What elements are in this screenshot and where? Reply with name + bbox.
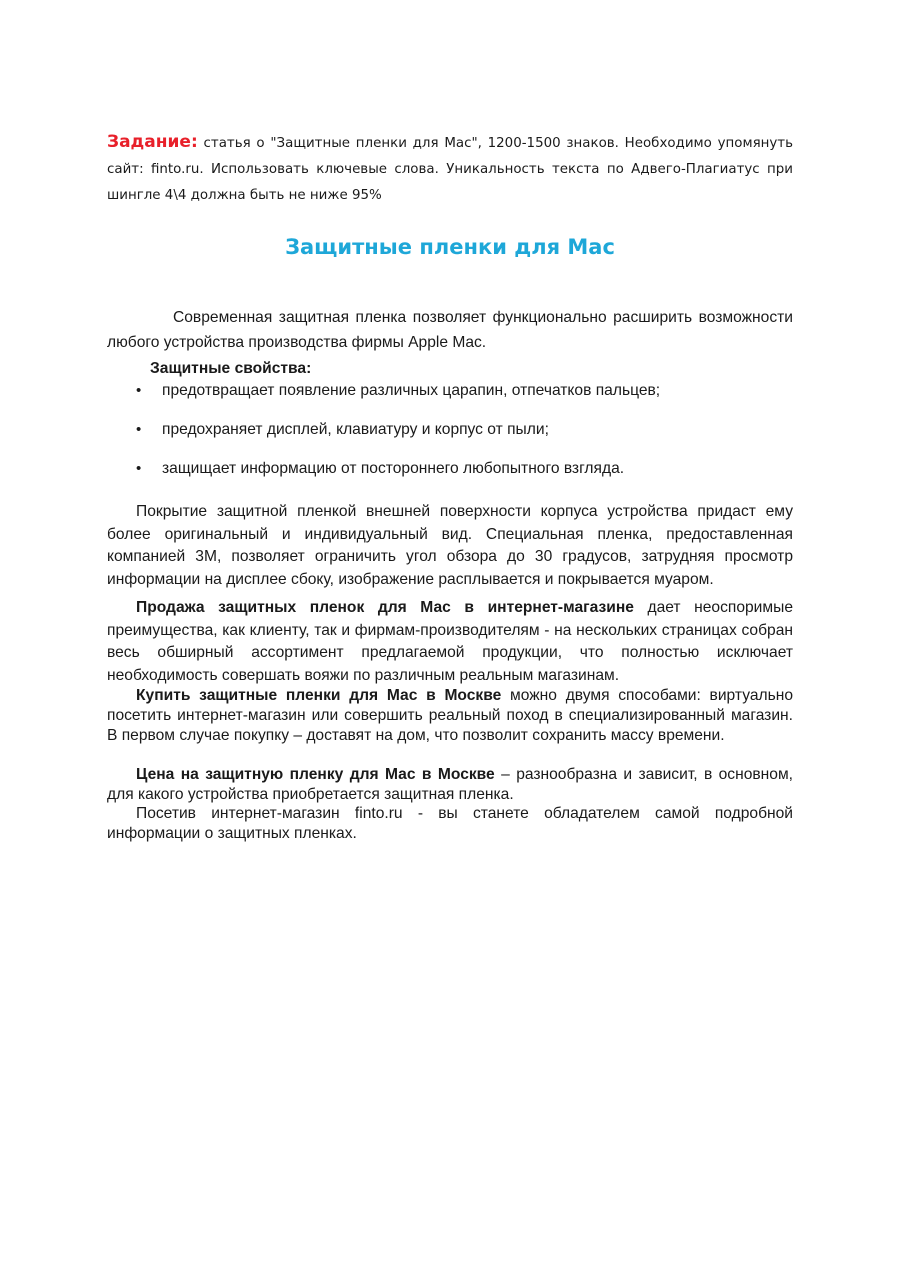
bullet-icon: • [136, 421, 142, 438]
task-label: Задание: [107, 132, 198, 153]
paragraph-text: – разнообразна и зависит, в основном, для какого устройства приобретается защитная пленка. [107, 766, 794, 803]
paragraph-text: можно двумя способами: виртуально посетить интернет-магазин или совершить реальный поход в специализированный магазин. В первом случае покупку – доставят на дом, что позволит сохранить массу времени. [107, 687, 794, 744]
task-description [107, 129, 793, 209]
paragraph-price-moscow [107, 765, 793, 805]
list-item [107, 456, 793, 495]
keyword-bold: Продажа защитных пленок для Мас в интернет-магазине [136, 599, 634, 616]
properties-heading: Защитные свойства: [150, 360, 312, 377]
task-text: статья о "Защитные пленки для Мас", 1200-1500 знаков. Необходимо упомянуть сайт: finto.ru. Использовать ключевые слова. Уникальность текста по Адвего-Плагиатус при шингле 4\4 должна быть не ниже 95% [107, 136, 793, 204]
keyword-bold: Купить защитные пленки для Мас в Москве [136, 687, 502, 704]
article-title: Защитные пленки для Мас [285, 235, 615, 259]
paragraph-coating: Покрытие защитной пленкой внешней поверхности корпуса устройства придаст ему более оригинальный и индивидуальный вид. Специальная пленка, предоставленная компанией 3М, позволяет ограничить угол обзора до 30 градусов, затрудняя просмотр информации на дисплее сбоку, изображение расплывается и покрывается муаром. [107, 503, 793, 588]
list-item-text: предотвращает появление различных царапин, отпечатков пальцев; [162, 382, 661, 399]
paragraph-online-sales [107, 597, 793, 687]
paragraph-text: дает неоспоримые преимущества, как клиенту, так и фирмам-производителям - на нескольких страницах собран весь обширный ассортимент предлагаемой продукции, что полностью исключает необходимость совершать вояжи по различным реальным магазинам. [107, 599, 793, 684]
list-item [107, 417, 793, 456]
bullet-icon: • [136, 382, 142, 399]
list-item-text: предохраняет дисплей, клавиатуру и корпус от пыли; [162, 421, 549, 438]
list-item [107, 378, 793, 417]
list-item-text: защищает информацию от постороннего любопытного взгляда. [162, 460, 625, 477]
paragraph-finto: Посетив интернет-магазин finto.ru - вы станете обладателем самой подробной информации о защитных пленках. [107, 805, 793, 842]
paragraph-buy-moscow [107, 686, 793, 745]
bullet-icon: • [136, 460, 142, 477]
keyword-bold: Цена на защитную пленку для Мас в Москве [136, 766, 495, 783]
article-intro: Современная защитная пленка позволяет функционально расширить возможности любого устройства производства фирмы Apple Mac. [107, 309, 793, 351]
properties-list [107, 378, 793, 495]
